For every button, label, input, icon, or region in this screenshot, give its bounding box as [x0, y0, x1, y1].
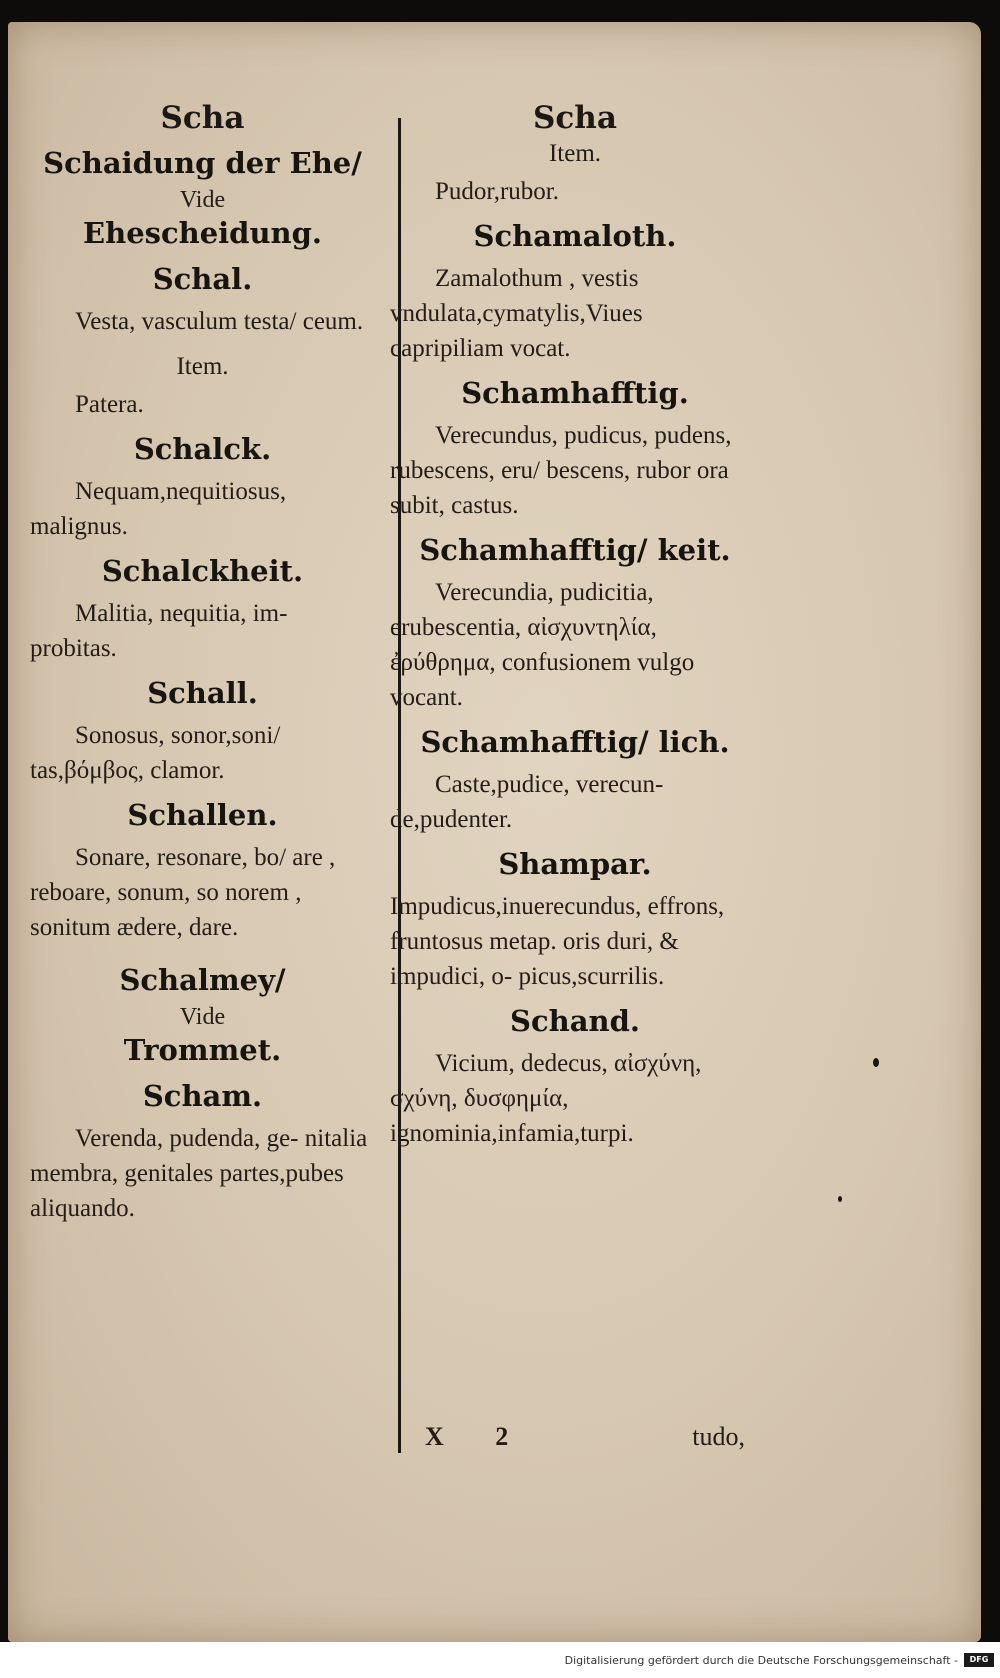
- headword: Schaidung der Ehe/: [43, 146, 362, 180]
- definition: Patera.: [75, 391, 144, 418]
- left-column: [30, 100, 375, 1230]
- definition: Caste,pudice, verecun- de,pudenter.: [390, 771, 664, 833]
- funding-notice: Digitalisierung gefördert durch die Deutsche Forschungsgemeinschaft -: [564, 1654, 958, 1667]
- definition: Pudor,rubor.: [435, 178, 559, 205]
- definition: Verenda, pudenda, ge- nitalia membra, genitales partes,pubes aliquando.: [30, 1125, 368, 1222]
- footer-bar: [0, 1642, 1000, 1678]
- right-column: [390, 100, 760, 1155]
- signature-mark: X: [425, 1422, 444, 1451]
- definition: Impudicus,inuerecundus, effrons, fruntosus metap. oris duri, & impudici, o- picus,scurrilis.: [390, 893, 725, 990]
- definition: Vicium, dedecus, αἰσχύνη, σχύνη, δυσφημία, ignominia,infamia,turpi.: [390, 1050, 702, 1147]
- headword: Scham.: [142, 1079, 263, 1113]
- item-label: Item.: [548, 140, 602, 167]
- definition: Verecundia, pudicitia, erubescentia, αἰσχυντηλία, ἐρύθρημα, confusionem vulgo vocant.: [390, 579, 695, 711]
- definition: Vesta, vasculum testa/ ceum.: [75, 308, 364, 335]
- headword: Schamhafftig/ lich.: [420, 725, 730, 759]
- headword: Schalmey/: [119, 963, 286, 997]
- headword: Schallen.: [127, 798, 278, 832]
- definition: Zamalothum , vestis vndulata,cymatylis,Viues capripiliam vocat.: [390, 265, 643, 362]
- ink-spot: [873, 1058, 879, 1067]
- headword: Schal.: [152, 262, 253, 296]
- item-label: Item.: [176, 353, 229, 380]
- dfg-logo: DFG: [964, 1653, 994, 1667]
- definition: Sonare, resonare, bo/ are , reboare, sonum, so norem , sonitum ædere, dare.: [30, 844, 336, 941]
- headword: Schand.: [510, 1004, 640, 1038]
- definition: Nequam,nequitiosus, malignus.: [30, 478, 287, 540]
- headword: Schalckheit.: [101, 554, 304, 588]
- headword: Schamaloth.: [473, 219, 677, 253]
- headword: Schamhafftig.: [461, 376, 689, 410]
- headword: Schall.: [147, 676, 258, 710]
- headword: Schamhafftig/ keit.: [419, 533, 731, 567]
- signature-line: [395, 1422, 745, 1452]
- see-label: Vide: [179, 187, 226, 213]
- catchword: tudo,: [692, 1422, 745, 1451]
- definition: Malitia, nequitia, im- probitas.: [30, 600, 288, 662]
- running-head-right: Scha: [533, 100, 617, 136]
- headword: Schalck.: [133, 432, 272, 466]
- signature-number: 2: [495, 1422, 509, 1451]
- headword: Shampar.: [498, 847, 652, 881]
- see-target: Ehescheidung.: [83, 216, 322, 250]
- definition: Sonosus, sonor,soni/ tas,βόμβος, clamor.: [30, 722, 281, 784]
- definition: Verecundus, pudicus, pudens, rubescens, eru/ bescens, rubor ora subit, castus.: [390, 422, 732, 519]
- see-target: Trommet.: [123, 1033, 282, 1067]
- running-head-left: Scha: [160, 100, 245, 136]
- see-label: Vide: [179, 1004, 226, 1030]
- ink-spot: [838, 1196, 842, 1202]
